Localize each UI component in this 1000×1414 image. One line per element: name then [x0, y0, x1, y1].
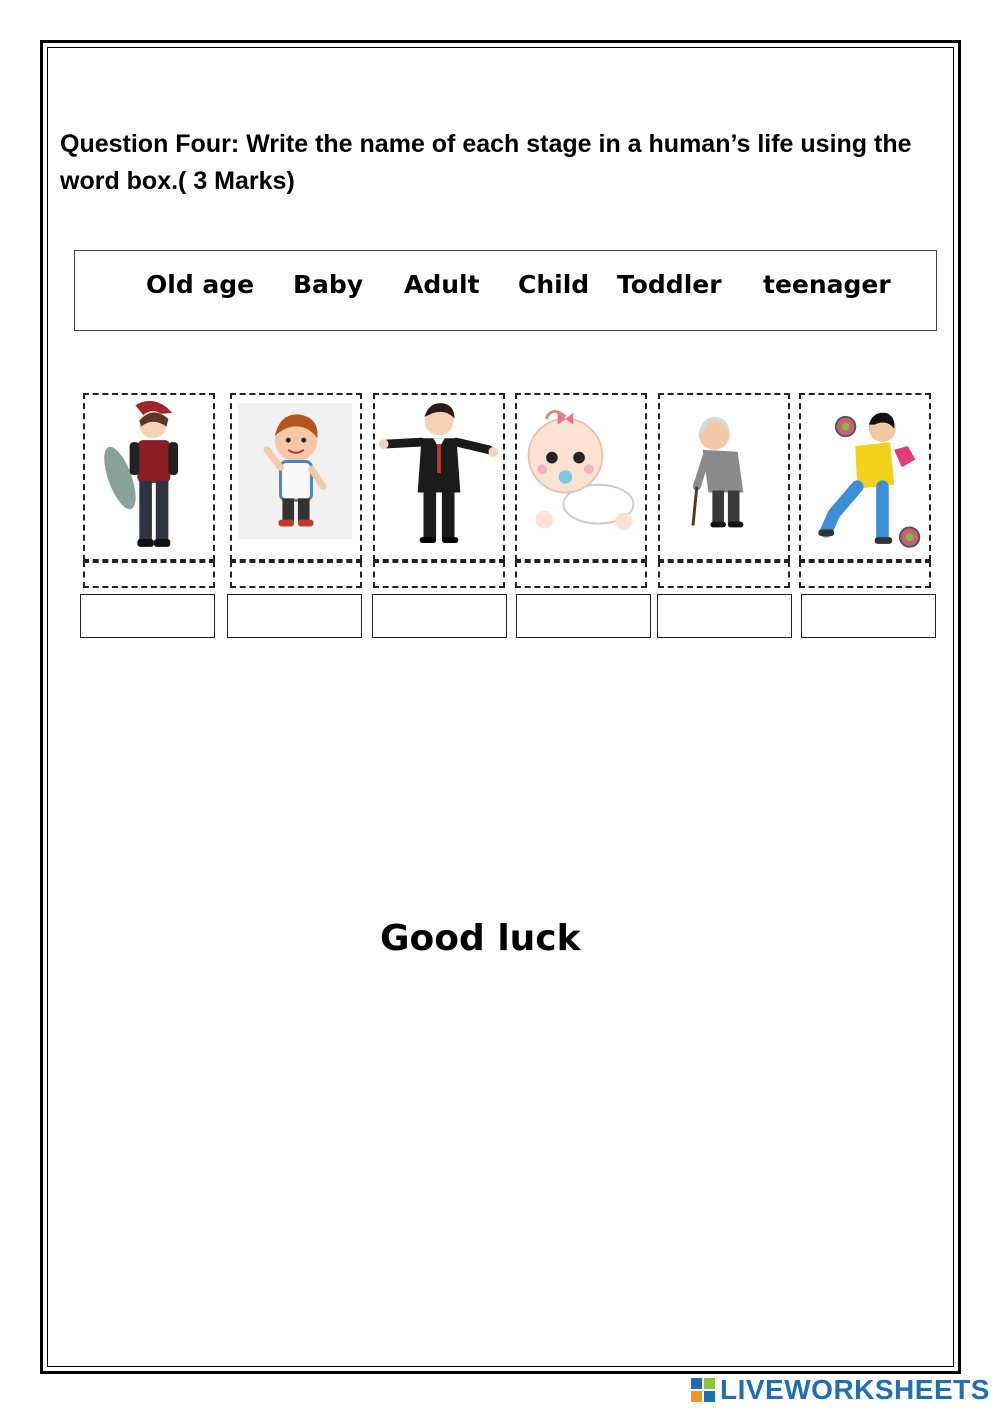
- baby-crawling-icon: [517, 395, 645, 559]
- toddler-playing-ball-icon: [801, 395, 929, 559]
- answer-box-child[interactable]: [227, 594, 362, 638]
- closing-message: Good luck: [380, 918, 581, 959]
- picture-card-toddler: [799, 393, 931, 561]
- old-man-cane-icon: [660, 395, 788, 559]
- question-title: Question Four: Write the name of each stage in a human’s life using the word box.( 3 Marks): [60, 130, 912, 195]
- page-border-inner: [47, 47, 954, 1367]
- picture-caption-strip: [658, 561, 790, 588]
- answer-box-adult[interactable]: [372, 594, 507, 638]
- word-box-item: Adult: [404, 270, 480, 299]
- word-box-item: Child: [518, 270, 590, 299]
- picture-caption-strip: [230, 561, 362, 588]
- answer-box-teenager[interactable]: [80, 594, 215, 638]
- word-box-item: Baby: [293, 270, 364, 299]
- picture-card-adult: [373, 393, 505, 561]
- picture-caption-strip: [83, 561, 215, 588]
- picture-card-baby: [515, 393, 647, 561]
- child-waving-icon: [232, 395, 360, 559]
- picture-card-old-age: [658, 393, 790, 561]
- picture-caption-strip: [799, 561, 931, 588]
- picture-caption-strip: [515, 561, 647, 588]
- teenager-skateboard-icon: [85, 395, 213, 559]
- picture-card-teenager: [83, 393, 215, 561]
- adult-businessman-icon: [375, 395, 503, 559]
- word-box-item: Toddler: [617, 270, 722, 299]
- picture-caption-strip: [373, 561, 505, 588]
- picture-card-child: [230, 393, 362, 561]
- answer-box-old-age[interactable]: [657, 594, 792, 638]
- liveworksheets-icon: [690, 1377, 716, 1403]
- brand-name: LIVEWORKSHEETS: [720, 1374, 990, 1405]
- answer-box-toddler[interactable]: [801, 594, 936, 638]
- word-box-item: teenager: [763, 270, 891, 299]
- word-box-item: Old age: [146, 270, 255, 299]
- answer-box-baby[interactable]: [516, 594, 651, 638]
- liveworksheets-logo: [690, 1374, 990, 1406]
